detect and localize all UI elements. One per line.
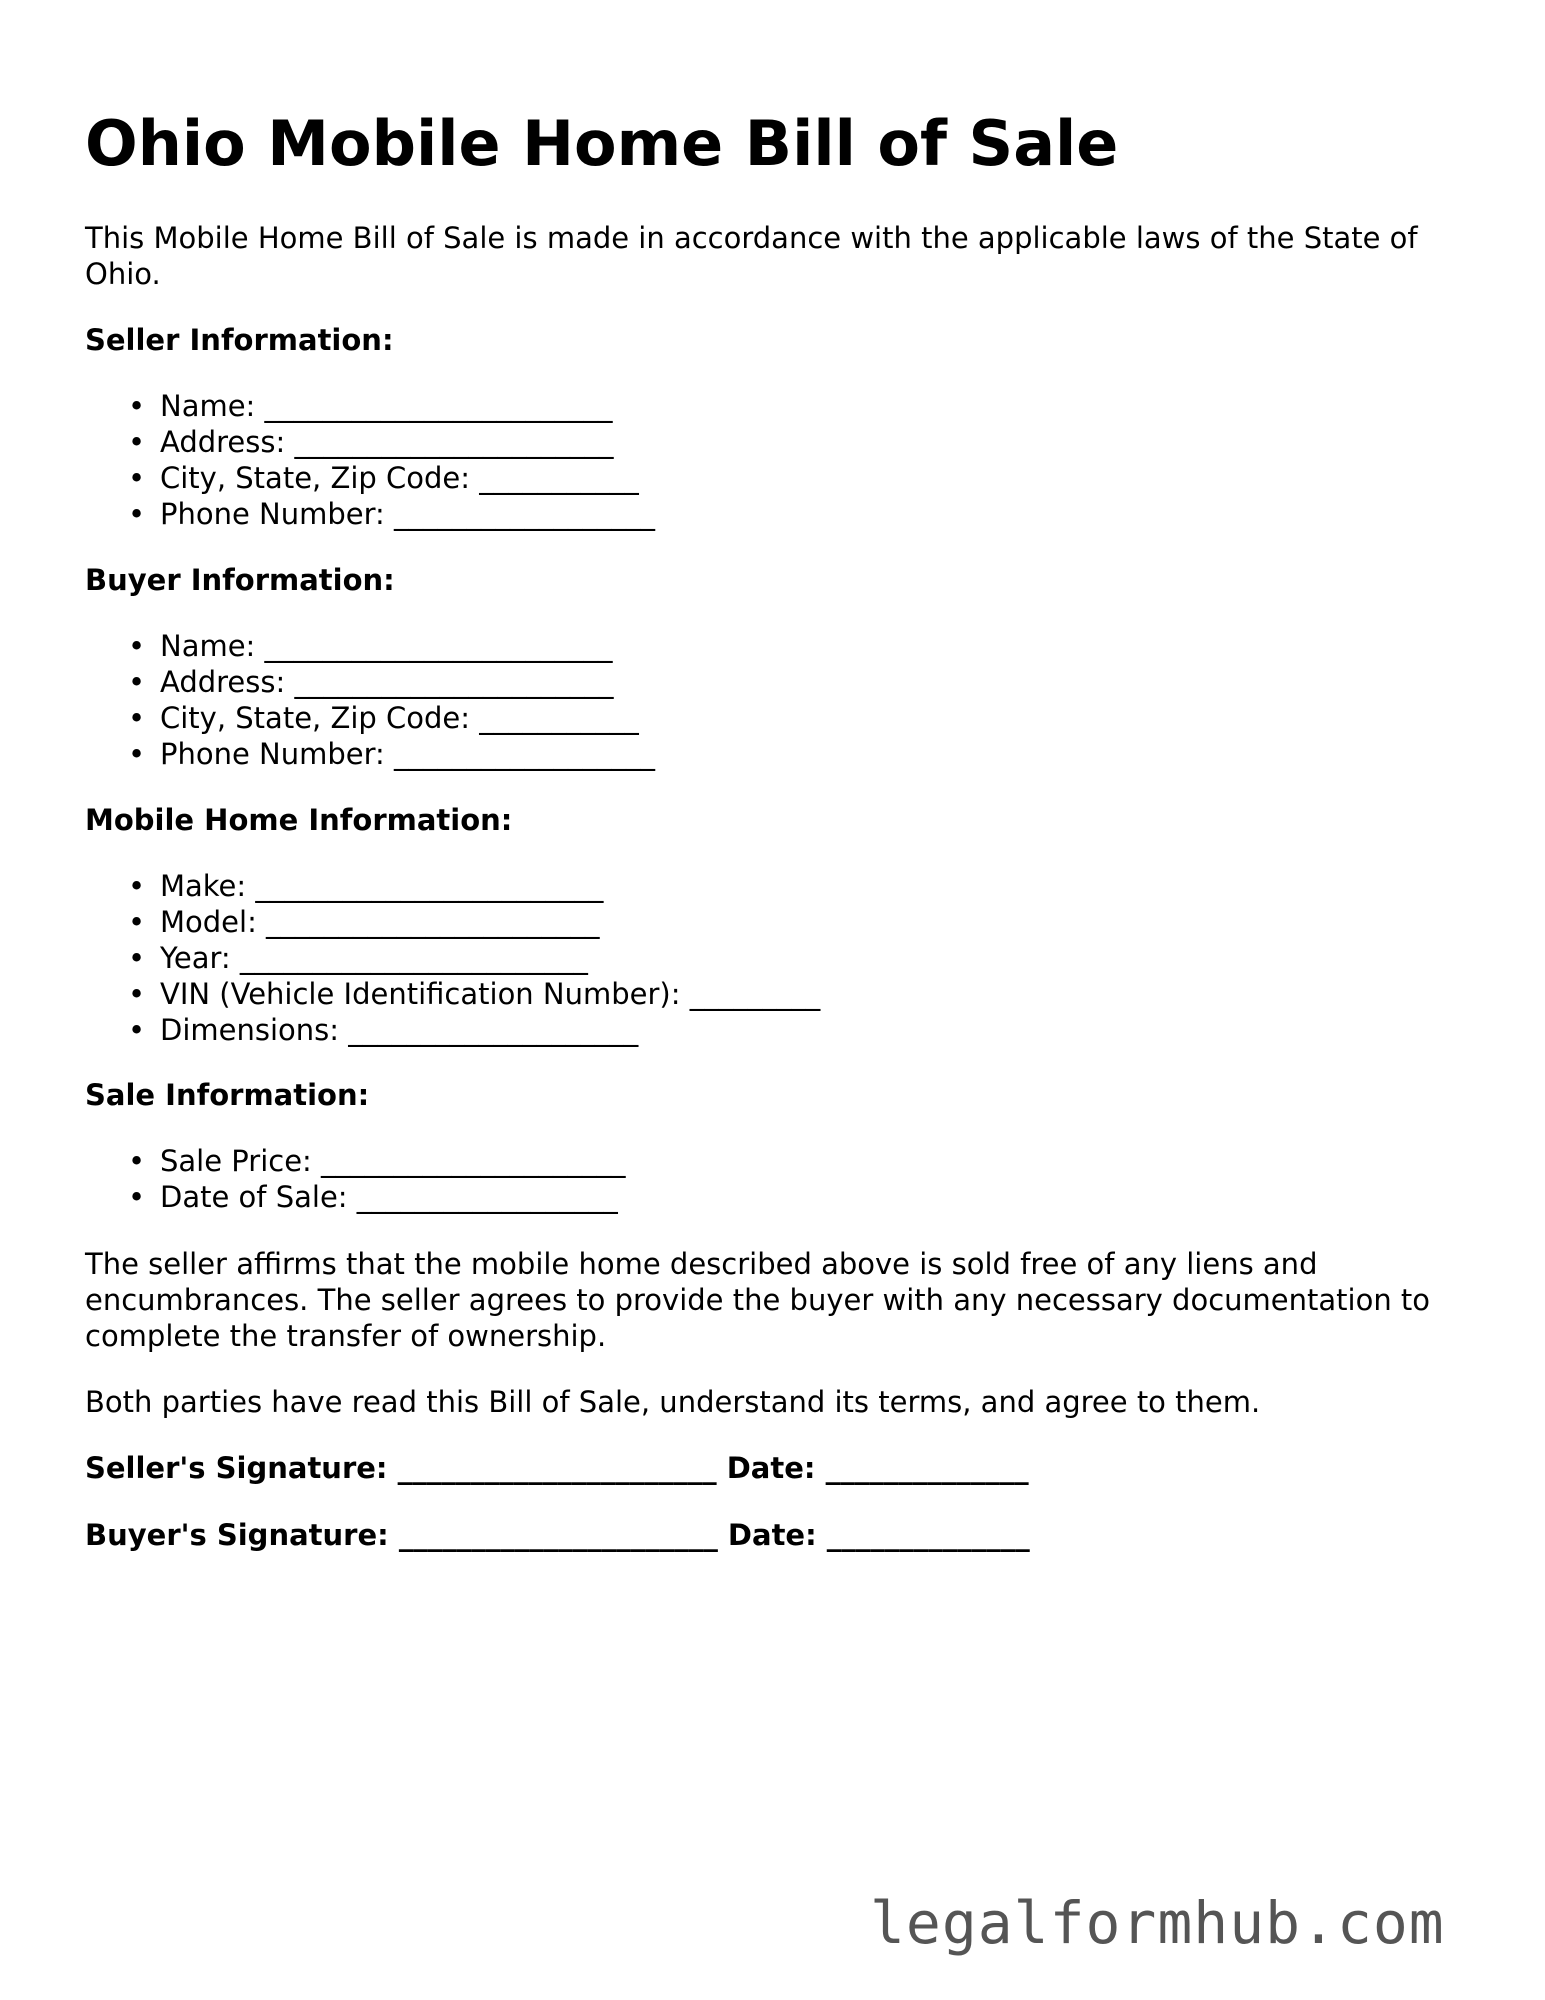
buyer-city-state-zip-field (85, 700, 655, 736)
seller-city-state-zip-field (85, 460, 655, 496)
agreement-paragraph: Both parties have read this Bill of Sale, understand its terms, and agree to them. (85, 1385, 1261, 1419)
mobile-home-info-list (85, 868, 820, 1048)
bullet-icon: • (128, 665, 146, 699)
affirmation-paragraph: The seller affirms that the mobile home described above is sold free of any liens and encumbrances. The seller agrees to provide the buyer with any necessary documentation to complete the transfer of ownership. (85, 1247, 1431, 1353)
bullet-icon: • (128, 905, 146, 939)
intro-paragraph: This Mobile Home Bill of Sale is made in accordance with the applicable laws of the State of Ohio. (85, 221, 1418, 291)
field-text: Phone Number: __________________ (160, 497, 656, 531)
field-text: Name: ________________________ (160, 629, 613, 663)
vin-field (85, 976, 820, 1012)
seller-info-heading: Seller Information: (85, 323, 394, 357)
buyer-phone-field (85, 736, 655, 772)
field-text: Year: ________________________ (160, 941, 588, 975)
field-text: VIN (Vehicle Identification Number): _________ (160, 977, 821, 1011)
bullet-icon: • (128, 737, 146, 771)
bullet-icon: • (128, 977, 146, 1011)
buyer-signature-line: Buyer's Signature: ______________________ Date: ______________ (85, 1518, 1030, 1552)
bullet-icon: • (128, 461, 146, 495)
field-text: Phone Number: __________________ (160, 737, 656, 771)
bullet-icon: • (128, 941, 146, 975)
year-field (85, 940, 820, 976)
bullet-icon: • (128, 389, 146, 423)
field-text: Sale Price: _____________________ (160, 1144, 626, 1178)
field-text: Model: _______________________ (160, 905, 600, 939)
field-text: Dimensions: ____________________ (160, 1013, 639, 1047)
field-text: Name: ________________________ (160, 389, 613, 423)
field-text: City, State, Zip Code: ___________ (160, 701, 639, 735)
buyer-info-list (85, 628, 655, 772)
field-text: Address: ______________________ (160, 425, 614, 459)
mobile-home-info-heading: Mobile Home Information: (85, 803, 513, 837)
sale-info-heading: Sale Information: (85, 1078, 370, 1112)
bullet-icon: • (128, 1180, 146, 1214)
bullet-icon: • (128, 1013, 146, 1047)
buyer-address-field (85, 664, 655, 700)
bullet-icon: • (128, 425, 146, 459)
model-field (85, 904, 820, 940)
seller-name-field (85, 388, 655, 424)
bullet-icon: • (128, 701, 146, 735)
bullet-icon: • (128, 629, 146, 663)
document-title: Ohio Mobile Home Bill of Sale (85, 107, 1119, 180)
field-text: Date of Sale: __________________ (160, 1180, 618, 1214)
site-watermark: legalformhub.com (870, 1889, 1445, 1957)
seller-phone-field (85, 496, 655, 532)
sale-price-field (85, 1143, 626, 1179)
sale-info-list (85, 1143, 626, 1215)
make-field (85, 868, 820, 904)
date-of-sale-field (85, 1179, 626, 1215)
field-text: City, State, Zip Code: ___________ (160, 461, 639, 495)
dimensions-field (85, 1012, 820, 1048)
seller-info-list (85, 388, 655, 532)
field-text: Make: ________________________ (160, 869, 604, 903)
seller-address-field (85, 424, 655, 460)
seller-signature-line: Seller's Signature: ______________________ Date: ______________ (85, 1451, 1029, 1485)
bullet-icon: • (128, 1144, 146, 1178)
bullet-icon: • (128, 869, 146, 903)
buyer-info-heading: Buyer Information: (85, 563, 395, 597)
bullet-icon: • (128, 497, 146, 531)
field-text: Address: ______________________ (160, 665, 614, 699)
buyer-name-field (85, 628, 655, 664)
